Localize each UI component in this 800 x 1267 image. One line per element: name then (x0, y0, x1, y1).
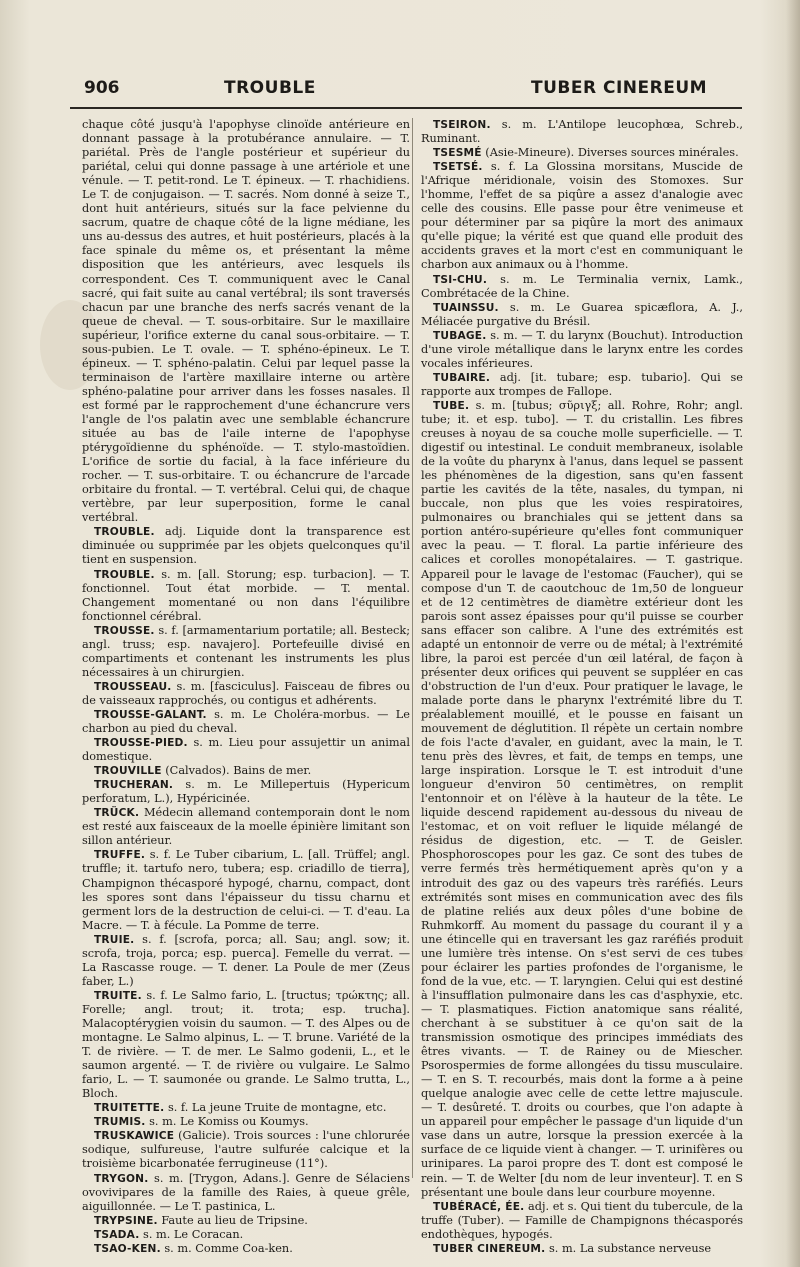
dictionary-entry (82, 118, 410, 525)
entry-headword: TROUBLE. (94, 568, 155, 581)
entry-headword: TRUITETTE. (94, 1102, 165, 1115)
dictionary-entry (421, 301, 743, 329)
entry-headword: TRUIE. (94, 933, 135, 946)
dictionary-entry (82, 624, 410, 680)
entry-text: adj. Liquide dont la transparence est diminuée ou supprimée par les objets quelconques qu'il tient en suspension. (82, 525, 410, 567)
entry-headword: TUBER CINEREUM. (433, 1242, 546, 1255)
dictionary-entry (82, 1172, 410, 1214)
left-running-head: TROUBLE (224, 78, 316, 98)
entry-text: s. m. [tubus; σῦριγξ; all. Rohre, Rohr; angl. tube; it. et esp. tubo]. — T. du cristallin. Les fibres creuses à noyau de sa couche molle superficielle. — T. digestif ou intestinal. Le conduit membraneux, isolable de la voûte du pharynx à l'anus, dans lequel se passent les phénomènes de la digestion, sans qu'en fassent partie les cavités de la tête, nasales, du tympan, ni buccale, non plus que les voies respiratoires, pulmonaires ou branchiales qui se jettent dans sa portion antéro-supérieure qu'elles font communiquer avec la peau. — T. floral. La partie inférieure des calices et corolles monopétalaires. — T. gastrique. Appareil pour le lavage de l'estomac (Faucher), qui se compose d'un T. de caoutchouc de 1m,50 de longueur et de 12 centimètres de diamètre extérieur dont les parois sont assez épaisses pour qu'il puisse se courber sans effacer son calibre. A l'une des extrémités est adapté un entonnoir de verre ou de métal; à l'extrémité libre, la paroi est percée d'un œil latéral, de façon à présenter deux orifices qui peuvent se suppléer en cas d'obstruction de l'un d'eux. Pour pratiquer le lavage, le malade porte dans le pharynx l'extrémité libre du T. préalablement mouillé, et le pousse en faisant un mouvement de déglutition. Il répète un certain nombre de fois l'acte d'avaler, en guidant, avec la main, le T. tenu près des lèvres, et fait, de temps en temps, une large inspiration. Lorsque le T. est introduit d'une longueur d'environ 50 centimètres, on remplit l'entonnoir et on l'élève à la hauteur de la tête. Le liquide descend rapidement au-dessous du niveau de l'estomac, et on voit refluer le liquide mélangé de résidus de digestion, etc. — T. de Geisler. Phosphoroscopes pour les gaz. Ce sont des tubes de verre fermés très hermétiquement après qu'on y a introduit des gaz ou des vapeurs très raréfiés. Leurs extrémités sont mises en communication avec des fils de platine reliés aux deux pôles d'une bobine de Ruhmkorff. Au moment du passage du courant il y a une étincelle qui en traversant les gaz raréfiés produit une lumière très intense. On s'est servi de ces tubes pour éclairer les parties profondes de l'organisme, le fond de la vue, etc. — T. laryngien. Celui qui est destiné à l'insufflation pulmonaire dans les cas d'asphyxie, etc. — T. plasmatiques. Fiction anatomique sans réalité, cherchant à se substituer à ce qu'on sait de la transmission osmotique des principes immédiats des êtres vivants. — T. de Rainey ou de Miescher. Psorospermies de forme allongées du tissu musculaire. — T. en S. T. recourbés, mais dont la forme a à peine quelque analogie avec celle de cette lettre majuscule. — T. desûreté. T. droits ou courbes, que l'on adapte à un appareil pour empêcher le passage d'un liquide d'un vase dans un autre, lorsque la pression exercée à la surface de ce liquide vient à changer. — T. urinifères ou urinipares. La paroi propre des T. dont est composé le rein. — T. de Welter [du nom de leur inventeur]. T. en S présentant une boule dans leur courbure moyenne. (421, 398, 743, 1199)
entry-text: s. m. Le Coracan. (139, 1227, 244, 1241)
dictionary-entry (82, 764, 410, 778)
dictionary-entry (82, 1242, 410, 1256)
entry-text: s. m. Le Guarea spicæflora, A. J., Méliacée purgative du Brésil. (421, 300, 743, 328)
entry-text: s. f. La jeune Truite de montagne, etc. (164, 1101, 387, 1115)
entry-text: chaque côté jusqu'à l'apophyse clinoïde antérieure en donnant passage à la protubérance annulaire. — T. pariétal. Près de l'angle postérieur et supérieur du pariétal, celui qui donne passage à une artériole et une vénule. — T. petit-rond. Le T. épineux. — T. rhachidiens. Le T. de conjugaison. — T. sacrés. Nom donné à seize T., dont huit antérieurs, situés sur la face pelvienne du sacrum, quatre de chaque côté de la ligne médiane, les uns au-dessus des autres, et huit postérieurs, placés à la face spinale du même os, et présentant la même disposition que les antérieurs, avec lesquels ils correspondent. Ces T. communiquent avec le Canal sacré, qui fait suite au canal vertébral; ils sont traversés chacun par une branche des nerfs sacrés venant de la queue de cheval. — T. sous-orbitaire. Sur le maxillaire supérieur, l'orifice externe du canal sous-orbitaire. — T. sous-pubien. Le T. ovale. — T. sphéno-épineux. Le T. épineux. — T. sphéno-palatin. Celui par lequel passe la terminaison de l'artère maxillaire interne ou artère sphéno-palatine pour arriver dans les fosses nasales. Il est formé par le rapprochement d'une échancrure vers l'angle de l'os palatin avec une semblable échancrure située au bas de l'aile interne de l'apophyse ptérygoïdienne du sphénoïde. — T. stylo-mastoïdien. L'orifice de sortie du facial, à la face inférieure du rocher. — T. sus-orbitaire. T. ou échancrure de l'arcade orbitaire du frontal. — T. vertébral. Celui qui, de chaque vertèbre, par leur superposition, forme le canal vertébral. (82, 118, 410, 525)
entry-headword: TROUSSE-PIED. (94, 737, 188, 750)
entry-headword: TSETSÉ. (433, 161, 483, 174)
entry-text: s. m. Comme Coa-ken. (160, 1241, 293, 1255)
entry-headword: TROUVILLE (94, 765, 162, 778)
entry-text: s. f. [armamentarium portatile; all. Besteck; angl. truss; esp. navajero]. Portefeuille divisé en compartiments et contenant les instruments les plus nécessaires à un chirurgien. (82, 623, 410, 679)
entry-headword: TUBAIRE. (433, 371, 491, 384)
entry-headword: TROUSSE. (94, 624, 155, 637)
entry-text: adj. [it. tubare; esp. tubario]. Qui se rapporte aux trompes de Fallope. (421, 370, 743, 398)
entry-text: s. m. Le Terminalia vernix, Lamk., Combrétacée de la Chine. (421, 272, 743, 300)
dictionary-entry (82, 736, 410, 764)
entry-text: s. f. Le Tuber cibarium, L. [all. Trüffel; angl. truffle; it. tartufo nero, tubera; esp. criadillo de tierra], Champignon thécasporé hypogé, charnu, compact, dont les spores sont dans l'épaisseur du tissu charnu et germent lors de la destruction de celui-ci. — T. d'eau. La Macre. — T. à fécule. La Pomme de terre. (82, 848, 410, 932)
entry-text: s. m. Lieu pour assujettir un animal domestique. (82, 736, 410, 764)
entry-headword: TSAO-KEN. (94, 1242, 161, 1255)
entry-headword: TRUMIS. (94, 1116, 146, 1129)
dictionary-entry (82, 848, 410, 932)
entry-headword: TRÜCK. (94, 807, 140, 820)
entry-text: s. m. Le Choléra-morbus. — Le charbon au pied du cheval. (82, 707, 410, 736)
entry-text: s. f. La Glossina morsitans, Muscide de l'Afrique méridionale, voisin des Stomoxes. Sur l'homme, l'effet de sa piqûre a assez d'analogie avec celle des cousins. Elle passe pour être venimeuse et pour déterminer par sa piqûre la mort des animaux qu'elle pique; la vérité est que quand elle produit des accidents graves et la mort c'est en communiquant le charbon aux animaux ou à l'homme. (421, 160, 743, 272)
entry-text: Médecin allemand contemporain dont le nom est resté aux faisceaux de la moelle épinière limitant son sillon antérieur. (82, 806, 410, 848)
dictionary-entry (82, 778, 410, 806)
entry-text: Faute au lieu de Tripsine. (157, 1213, 308, 1227)
entry-headword: TROUSSE-GALANT. (94, 708, 207, 721)
entry-text: s. m. Le Millepertuis (Hypericum perforatum, L.), Hypéricinée. (82, 778, 410, 806)
dictionary-entry (82, 1115, 410, 1129)
entry-headword: TRUCHERAN. (94, 779, 174, 792)
entry-headword: TROUBLE. (94, 526, 155, 539)
running-header (84, 78, 724, 104)
entry-text: s. m. Le Komiss ou Koumys. (145, 1115, 309, 1129)
entry-text: (Calvados). Bains de mer. (161, 764, 312, 778)
entry-headword: TROUSSEAU. (94, 680, 172, 693)
entry-text: adj. et s. Qui tient du tubercule, de la truffe (Tuber). — Famille de Champignons thécasporés endothèques, hypogés. (421, 1199, 743, 1241)
entry-headword: TSI-CHU. (433, 273, 488, 286)
page-edge-shadow (786, 0, 800, 1267)
dictionary-entry (421, 329, 743, 371)
dictionary-entry (421, 160, 743, 272)
dictionary-entry (82, 525, 410, 567)
dictionary-entry (421, 1200, 743, 1242)
entry-text: s. f. Le Salmo fario, L. [tructus; τρώκτης; all. Forelle; angl. trout; it. trota; esp. trucha]. Malacoptérygien voisin du saumon. — T. des Alpes ou de montagne. Le Salmo alpinus, L. — T. brune. Variété de la T. de rivière. — T. de mer. Le Salmo godenii, L., et le saumon argenté. — T. de rivière ou vulgaire. Le Salmo fario, L. — T. saumonée ou grande. Le Salmo trutta, L., Bloch. (82, 988, 410, 1101)
dictionary-entry (82, 1214, 410, 1228)
dictionary-entry (421, 1242, 743, 1256)
entry-text: s. m. — T. du larynx (Bouchut). Introduction d'une virole métallique dans le larynx entre les cordes vocales inférieures. (421, 328, 743, 370)
dictionary-entry (82, 1228, 410, 1242)
dictionary-entry (82, 989, 410, 1101)
header-rule (70, 107, 742, 109)
entry-text: s. m. [all. Storung; esp. turbacion]. — T. fonctionnel. Tout état morbide. — T. mental. Changement momentané ou non dans l'équilibre fonctionnel cérébral. (82, 567, 410, 623)
dictionary-entry (82, 568, 410, 624)
right-running-head: TUBER CINEREUM (531, 78, 708, 98)
entry-headword: TRYGON. (94, 1172, 149, 1185)
entry-text: s. m. [fasciculus]. Faisceau de fibres ou de vaisseaux rapprochés, ou contigus et adhérents. (82, 679, 410, 707)
dictionary-entry (82, 933, 410, 989)
entry-headword: TUBE. (433, 399, 470, 412)
right-column (421, 118, 743, 1256)
dictionary-entry (82, 680, 410, 708)
dictionary-entry (82, 1129, 410, 1171)
entry-headword: TSESMÉ (433, 147, 482, 160)
entry-text: s. f. [scrofa, porca; all. Sau; angl. sow; it. scrofa, troja, porca; esp. puerca]. Femelle du verrat. — La Rascasse rouge. — T. dener. La Poule de mer (Zeus faber, L.) (82, 932, 410, 988)
entry-headword: TRUITE. (94, 989, 142, 1002)
column-divider (412, 118, 413, 1178)
entry-headword: TRUSKAWICE (94, 1130, 175, 1143)
dictionary-entry (82, 806, 410, 848)
dictionary-entry (421, 146, 743, 160)
entry-headword: TUAINSSU. (433, 301, 499, 314)
entry-text: (Galicie). Trois sources : l'une chlorurée sodique, sulfureuse, l'autre sulfurée calcique et la troisième bicarbonatée ferrugineuse (11°). (82, 1129, 410, 1171)
dictionary-entry (421, 371, 743, 399)
dictionary-entry (421, 399, 743, 1200)
entry-headword: TUBAGE. (433, 329, 487, 342)
entry-headword: TRUFFE. (94, 849, 146, 862)
dictionary-entry (82, 1101, 410, 1115)
dictionary-entry (82, 708, 410, 736)
entry-text: s. m. La substance nerveuse (545, 1241, 712, 1255)
entry-text: (Asie-Mineure). Diverses sources minérales. (481, 146, 739, 160)
entry-headword: TUBÉRACÉ, ÉE. (433, 1200, 525, 1213)
dictionary-entry (421, 273, 743, 301)
page-number: 906 (84, 78, 120, 98)
entry-text: s. m. [Trygon, Adans.]. Genre de Sélaciens ovovivipares de la famille des Raies, à queue grêle, aiguillonnée. — Le T. pastinica, L. (82, 1171, 410, 1213)
entry-headword: TRYPSINE. (94, 1214, 158, 1227)
entry-headword: TSEIRON. (433, 119, 491, 131)
entry-text: s. m. L'Antilope leucophœa, Schreb., Ruminant. (421, 118, 743, 146)
dictionary-entry (421, 118, 743, 146)
entry-headword: TSADA. (94, 1228, 140, 1241)
left-column (82, 118, 410, 1256)
